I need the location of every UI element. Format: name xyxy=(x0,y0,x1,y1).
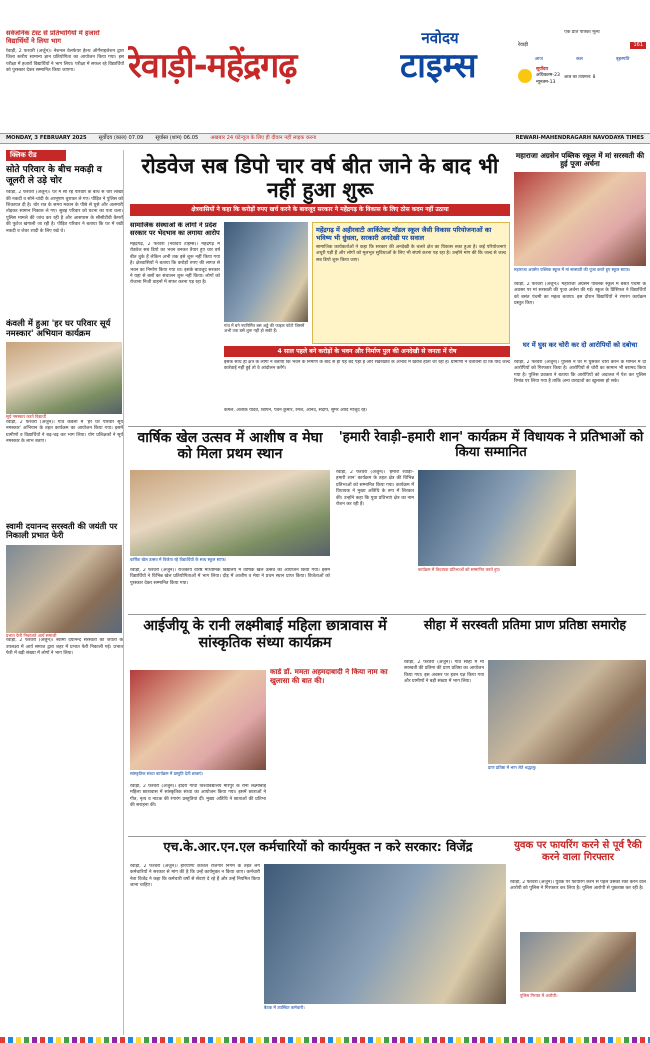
right-top-photo-caption: महाराजा अग्रसेन पब्लिक स्कूल में मां सरस्वती की पूजा करते हुए स्कूल स्टाफ। xyxy=(514,267,631,272)
lead-band: 4 साल पहले बने करोड़ों के भवन और निर्माण पुल की अनदेखी से जनता में रोष xyxy=(224,346,510,357)
divider xyxy=(128,614,646,615)
hkrn-body: रेवाड़ी, 2 फरवरी (अर्जुन)। हरियाणा कौशल रोजगार निगम के तहत लगे कर्मचारियों ने सरकार से मांग की है कि उन्हें कार्यमुक्त न किया जाए। कर्मचारी नेता विजेंद्र ने कहा कि कर्मचारी वर्षों से सेवाएं दे रहे हैं और उन्हें नियमित किया जाना चाहिए। xyxy=(130,864,260,889)
siha-body: रेवाड़ी, 2 फरवरी (अर्जुन)। गांव सीहा में मां सरस्वती की प्रतिमा की प्राण प्रतिष्ठा का आयोजन किया गया। इस अवसर पर हवन यज्ञ किया गया और ग्रामीणों ने बड़ी संख्या में भाग लिया। xyxy=(404,660,484,685)
sidebar-body-1: रेवाड़ी, 2 फरवरी (अर्जुन)। घर में सो रहे परिवार के बीच से चोर लाखों की नकदी व सोने-चांदी के आभूषण चुराकर ले गए। पीड़ित ने पुलिस को शिकायत दी है। चोर रात के समय मकान के पीछे से घुसे और अलमारी तोड़कर सामान निकाल ले गए। सुबह परिवार को घटना का पता चला। पुलिस मामले की जांच कर रही है और आसपास के सीसीटीवी कैमरों की फुटेज खंगाली जा रही है। पीड़ित परिवार ने बताया कि घर में रखी नकदी व जेवर शादी के लिए रखे थे। xyxy=(6,190,123,234)
sidebar-headline-2: कंवली में हुआ 'हर घर परिवार सूर्य नमस्कार' अभियान कार्यक्रम xyxy=(6,318,111,338)
right-top-headline-2: घर में घुस कर चोरी कर दो आरोपियों को दबोचा xyxy=(522,341,638,349)
sun-icon xyxy=(518,69,532,83)
weather-item: कल xyxy=(576,56,583,62)
sidebar-label: क्लिक रीड xyxy=(6,150,66,161)
siha-headline: सीहा में सरस्वती प्रतिमा प्राण प्रतिष्ठा समारोह xyxy=(423,617,627,632)
hkrn-photo xyxy=(264,864,506,1004)
sidebar-body-3: रेवाड़ी, 2 फरवरी (अर्जुन)। स्वामी दयानन्द सरस्वती की जयंती के उपलक्ष्य में आर्य समाज द्वारा शहर में प्रभात फेरी निकाली गई। प्रभात फेरी में बड़ी संख्या में लोगों ने भाग लिया। xyxy=(6,638,123,657)
lead-sub-left xyxy=(130,222,220,360)
sidebar-photo-1 xyxy=(6,342,122,414)
masthead-left-teaser xyxy=(6,30,124,122)
sun-item: अधिकतम-23 xyxy=(536,73,560,79)
weather-item: आज xyxy=(534,56,543,62)
igu-sub xyxy=(270,668,400,832)
lead-names-line: कमल, अशोक यादव, बिपिन, पवन कुमार, रमेश, आनंद, संदीप, सुमेर आदि मौजूद रहे। xyxy=(224,408,368,413)
arrest-photo-caption: पुलिस गिरफ्त में आरोपी। xyxy=(520,993,558,998)
lead-band-body: इसके साथ ही क्षेत्र के लोगों ने बताया कि भवन के निर्माण के बाद से ही यह बंद पड़ा है और रखरखाव के अभाव में खराब होता जा रहा है। ग्रामीणों ने चेतावनी दी कि यदि जल्द कार्रवाई नहीं हुई तो वे आंदोलन करेंगे। xyxy=(224,360,510,372)
sidebar-body-2: रेवाड़ी, 2 फरवरी (अर्जुन)। गांव कंवली में 'हर घर परिवार सूर्य नमस्कार' अभियान के तहत कार्यक्रम का आयोजन किया गया। इसमें ग्रामीणों व विद्यार्थियों ने बढ़-चढ़ कर भाग लिया। योग प्रशिक्षकों ने सूर्य नमस्कार के लाभ बताए। xyxy=(6,419,123,445)
masthead-title-side: टाइम्स xyxy=(400,46,477,86)
pride-photo-caption: कार्यक्रम में विधायक प्रतिभाओं को सम्मानित करते हुए। xyxy=(418,567,501,572)
sunrise: सूर्योदय (काल) 07.09 xyxy=(98,134,144,141)
lead-box-title: महेंद्रगढ़ में अहीरवाटी आर्किटेक्ट मॉडल स्कूल जैसी विकास परियोजनाओं का भविष्य भी धुंधला, सरकारी अनदेखी पर सवाल xyxy=(316,226,492,242)
igu-photo xyxy=(130,670,266,770)
sports-photo-caption: वार्षिक खेल उत्सव में विजेता रहे विद्यार्थियों के साथ स्कूल स्टाफ। xyxy=(130,557,227,562)
teaser-title: सर्वजनिक टेस्ट से प्रतिभागियों में हजारों विद्यार्थियों ने लिया भाग xyxy=(6,30,100,45)
right-top-body: रेवाड़ी, 2 फरवरी (अर्जुन)। महाराजा अग्रसेन पब्लिक स्कूल में बसंत पंचमी के अवसर पर मां सरस्वती की पूजा अर्चना की गई। स्कूल के प्रिंसिपल ने विद्यार्थियों को बसंत पंचमी का महत्व बताया। इस दौरान विद्यार्थियों ने रंगारंग कार्यक्रम प्रस्तुत किए। xyxy=(514,282,646,307)
masthead-title: रेवाड़ी-महेंद्रगढ़ xyxy=(128,46,297,86)
arrest-headline: युवक पर फायरिंग करने से पूर्व रैकी करने वाला गिरफ्तार xyxy=(514,840,642,863)
sun-extra: आज का तापमान: 8 xyxy=(563,73,596,79)
city-label: रेवाड़ी xyxy=(518,42,529,49)
date: MONDAY, 3 FEBRUARY 2025 xyxy=(6,134,87,141)
lead-box-body: सामाजिक कार्यकर्ताओं ने कहा कि सरकार की अनदेखी के चलते क्षेत्र का विकास रुका हुआ है। कई परियोजनाएं अधूरी पड़ी हैं और लोगों को मूलभूत सुविधाओं के लिए भी संघर्ष करना पड़ रहा है। उन्होंने मांग की कि जल्द से जल्द सब डिपो शुरू किया जाए। xyxy=(316,245,506,263)
igu-photo-caption: सांस्कृतिक संध्या कार्यक्रम में प्रस्तुति देती छात्राएं। xyxy=(130,771,204,776)
sports-body: रेवाड़ी, 2 फरवरी (अर्जुन)। राजकीय वरिष्ठ माध्यमिक विद्यालय में वार्षिक खेल उत्सव का आयोजन किया गया। इसमें विद्यार्थियों ने विभिन्न खेल प्रतियोगिताओं में भाग लिया। दौड़ में आशीष व मेघा ने प्रथम स्थान प्राप्त किया। विजेताओं को पुरस्कार देकर सम्मानित किया गया। xyxy=(130,568,330,586)
masthead-right-panel xyxy=(518,30,646,126)
date-bar xyxy=(0,133,650,144)
sidebar-headline-3: स्वामी दयानन्द सरस्वती की जयंती पर निकाली प्रभात फेरी xyxy=(6,520,118,541)
sidebar xyxy=(6,150,124,1035)
lead-photo-caption: गांव में बने नवनिर्मित बस अड्डे की फाइल फोटो जिसमें अभी तक बसें शुरू नहीं हो सकी हैं। xyxy=(224,323,305,334)
lead-strap: क्षेत्रवासियों ने कहा कि करोड़ों रुपए खर्च करने के बावजूद सरकार ने महेंद्रगढ़ के विकास के लिए ठोस कदम नहीं उठाया xyxy=(130,204,510,216)
sports-photo xyxy=(130,470,330,556)
sidebar-photo-caption-2: प्रभात फेरी निकालते आर्य समाजी xyxy=(6,632,57,638)
arrest-photo xyxy=(520,932,636,992)
teaser-body: रेवाड़ी, 2 फरवरी (अर्जुन)। नेशनल वेलफेयर हेल्थ ऑर्गेनाइजेशन द्वारा जिला स्तरीय सामान्य ज्ञान प्रतियोगिता का आयोजन किया गया। इस परीक्षा में हजारों विद्यार्थियों ने भाग लिया। परीक्षा में सफल रहे विद्यार्थियों को पुरस्कार देकर सम्मानित किया जाएगा। xyxy=(6,48,124,74)
masthead-title-small: नवोदय xyxy=(421,29,459,47)
sidebar-photo-2 xyxy=(6,545,122,633)
brand: REWARI-MAHENDRAGARH NAVODAYA TIMES xyxy=(515,134,644,141)
sunset: सूर्यास्त (शाम) 06.05 xyxy=(155,134,199,141)
hkrn-photo-caption: बैठक में उपस्थित कर्मचारी। xyxy=(264,1005,305,1010)
lead-box xyxy=(312,222,510,344)
masthead xyxy=(0,0,650,132)
tagline: अखबार 24 घंटेन्यूज के लिए ही दीवान नहीं लाइक करना xyxy=(210,134,317,141)
sun-label: सूर्योदय xyxy=(536,67,549,73)
right-top-photo xyxy=(514,172,646,266)
pride-body: रेवाड़ी, 2 फरवरी (अर्जुन)। 'हमारी रेवाड़ी–हमारी शान' कार्यक्रम के तहत क्षेत्र की विभिन्न प्रतिभाओं को सम्मानित किया गया। कार्यक्रम में विधायक ने मुख्य अतिथि के रूप में शिरकत की। उन्होंने कहा कि युवा प्रतिभाएं क्षेत्र का नाम रोशन कर रही हैं। xyxy=(336,470,414,508)
hkrn-headline: एच.के.आर.एन.एल कर्मचारियों को कार्यमुक्त न करे सरकार: विजेंद्र xyxy=(163,839,473,854)
sports-headline: वार्षिक खेल उत्सव में आशीष व मेघा को मिला प्रथम स्थान xyxy=(137,430,323,463)
pride-photo xyxy=(418,470,576,566)
sun-item: न्यूनतम-13 xyxy=(536,79,556,85)
igu-headline: आईजीयू के रानी लक्ष्मीबाई महिला छात्रावास में सांस्कृतिक संध्या कार्यक्रम xyxy=(143,618,387,651)
divider xyxy=(128,836,646,837)
igu-sub-headline: कार्ड डॉ. ममता अहमदाबादी ने किया नाम का खुलासा की बात की। xyxy=(270,668,388,685)
right-top-headline: महाराजा अग्रसेन पब्लिक स्कूल में मां सरस्वती की हुई पूजा अर्चना xyxy=(515,151,645,169)
weather-item: बृहस्पति xyxy=(616,56,630,62)
sidebar-headline-1: सोते परिवार के बीच मकड़ी व जूलरी ले उड़े चोर xyxy=(6,165,102,186)
sidebar-photo-caption-1: सूर्य नमस्कार करते विद्यार्थी xyxy=(6,414,46,420)
arrest-body: रेवाड़ी, 2 फरवरी (अर्जुन)। युवक पर फायरिंग करने से पहले उसकी रैकी करने वाले आरोपी को पुलिस ने गिरफ्तार कर लिया है। पुलिस आरोपी से पूछताछ कर रही है। xyxy=(510,880,646,892)
divider xyxy=(128,426,646,427)
lead-sub-left-text: सामाजिक संस्थाओं के लोगों ने प्रदेश सरकार पर भेदभाव का लगाया आरोप xyxy=(130,222,220,237)
lead-body-left: महेंद्रगढ़, 2 फरवरी (नवोदय टाइम्स)। महेंद्रगढ़ में रोडवेज सब डिपो का भवन बनकर तैयार हुए चार वर्ष बीत चुके हैं लेकिन अभी तक इसे शुरू नहीं किया गया है। क्षेत्रवासियों ने बताया कि करोड़ों रुपए की लागत से भवन का निर्माण किया गया था। इसके बावजूद सरकार ने यहां से बसों का संचालन शुरू नहीं किया। लोगों को रोजाना निजी वाहनों में सफर करना पड़ रहा है। xyxy=(130,241,220,286)
igu-body: रेवाड़ी, 2 फरवरी (अर्जुन)। इंदिरा गांधी विश्वविद्यालय मीरपुर के रानी लक्ष्मीबाई महिला छात्रावास में सांस्कृतिक संध्या का आयोजन किया गया। इसमें छात्राओं ने गीत, नृत्य व नाटक की रंगारंग प्रस्तुतियां दीं। मुख्य अतिथि ने छात्राओं की प्रतिभा की सराहना की। xyxy=(130,784,266,809)
lead-headline: रोडवेज सब डिपो चार वर्ष बीत जाने के बाद भी नहीं हुआ शुरू xyxy=(141,154,499,203)
lead-photo xyxy=(224,222,308,322)
right-top-body-2: रेवाड़ी, 2 फरवरी (अर्जुन)। पुलिस ने घर में घुसकर चोरी करने के मामले में दो आरोपियों को गिरफ्तार किया है। आरोपियों से चोरी का सामान भी बरामद किया गया है। पुलिस प्रवक्ता ने बताया कि आरोपियों को अदालत में पेश कर पुलिस रिमांड पर लिया गया है ताकि अन्य वारदातों का खुलासा हो सके। xyxy=(514,360,646,385)
siha-photo xyxy=(488,660,646,764)
price-label: एक प्रति पत्रिका मूल्य xyxy=(564,30,600,35)
edition-code: 161 xyxy=(630,42,646,49)
pride-headline: 'हमारी रेवाड़ी–हमारी शान' कार्यक्रम में विधायक ने प्रतिभाओं को किया सम्मानित xyxy=(338,430,644,461)
siha-photo-caption: प्राण प्रतिष्ठा में भाग लेते श्रद्धालु। xyxy=(488,765,537,770)
color-registration-strip xyxy=(0,1037,650,1043)
